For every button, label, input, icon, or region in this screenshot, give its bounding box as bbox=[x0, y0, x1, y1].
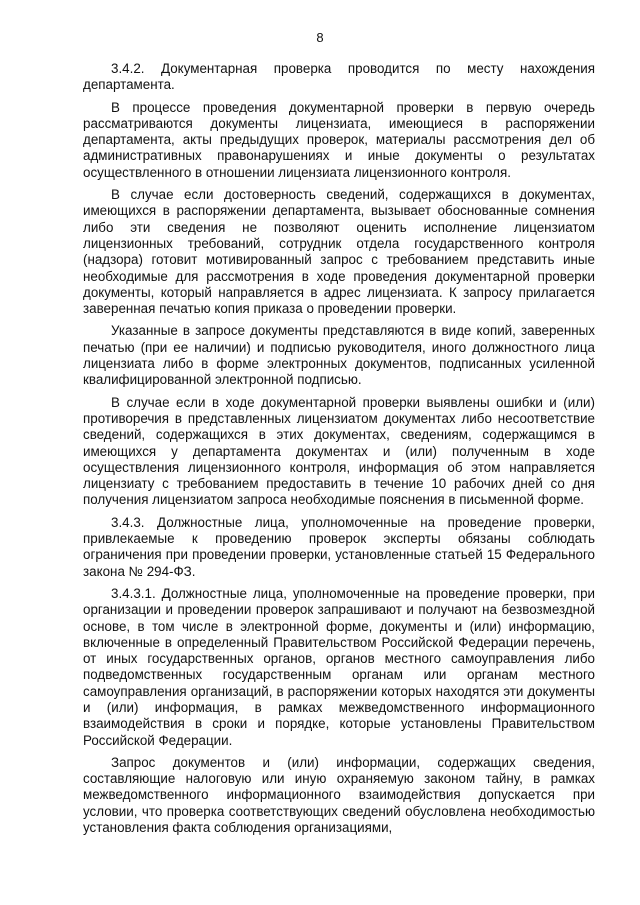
document-body bbox=[83, 61, 595, 842]
paragraph-3-4-2: 3.4.2. Документарная проверка проводится по месту нахождения департамента. bbox=[83, 61, 595, 93]
paragraph-3-4-3-1: 3.4.3.1. Должностные лица, уполномоченные на проведение проверки, при организации и проведении проверок запрашивают и получают на безвозмездной основе, в том числе в электронной форме, документы и (или) информацию, включенные в определенный Правительством Российской Федерации перечень, от иных государственных органов, органов местного самоуправления либо подведомственных государственным органам или органам местного самоуправления организаций, в распоряжении которых находятся эти документы и (или) информация, в рамках межведомственного информационного взаимодействия в сроки и порядке, которые установлены Правительством Российской Федерации. bbox=[83, 585, 595, 748]
paragraph-review-order: В процессе проведения документарной проверки в первую очередь рассматриваются документы лицензиата, имеющиеся в распоряжении департамента, акты предыдущих проверок, материалы рассмотрения дел об административных правонарушениях и иные документы о результатах осуществленного в отношении лицензиата лицензионного контроля. bbox=[83, 99, 595, 180]
paragraph-document-copies: Указанные в запросе документы представляются в виде копий, заверенных печатью (при ее наличии) и подписью руководителя, иного должностного лица лицензиата либо в форме электронных документов, подписанных усиленной квалифицированной электронной подписью. bbox=[83, 323, 595, 388]
page-number: 8 bbox=[316, 30, 324, 45]
paragraph-3-4-3: 3.4.3. Должностные лица, уполномоченные на проведение проверки, привлекаемые к проведению проверок эксперты обязаны соблюдать ограничения при проведении проверки, установленные статьей 15 Федерального закона № 294-ФЗ. bbox=[83, 514, 595, 579]
paragraph-information-request: Запрос документов и (или) информации, содержащих сведения, составляющие налоговую или иную охраняемую законом тайну, в рамках межведомственного информационного взаимодействия допускается при условии, что проверка соответствующих сведений обусловлена необходимостью установления факта соблюдения организациями, bbox=[83, 754, 595, 836]
paragraph-reliability-doubts: В случае если достоверность сведений, содержащихся в документах, имеющихся в распоряжении департамента, вызывает обоснованные сомнения либо эти сведения не позволяют оценить исполнение лицензиатом лицензионных требований, сотрудник отдела государственного контроля (надзора) готовит мотивированный запрос с требованием представить иные необходимые для рассмотрения в ходе проведения документарной проверки документы, который направляется в адрес лицензиата. К запросу прилагается заверенная печатью копия приказа о проведении проверки. bbox=[83, 187, 595, 317]
paragraph-errors-contradictions: В случае если в ходе документарной проверки выявлены ошибки и (или) противоречия в представленных лицензиатом документах либо несоответствие сведений, содержащихся в этих документах, сведениям, содержащимся в имеющихся у департамента документах и (или) полученным в ходе осуществления лицензионного контроля, информация об этом направляется лицензиату с требованием предоставить в течение 10 рабочих дней со дня получения лицензиатом запроса необходимые пояснения в письменной форме. bbox=[83, 394, 595, 508]
